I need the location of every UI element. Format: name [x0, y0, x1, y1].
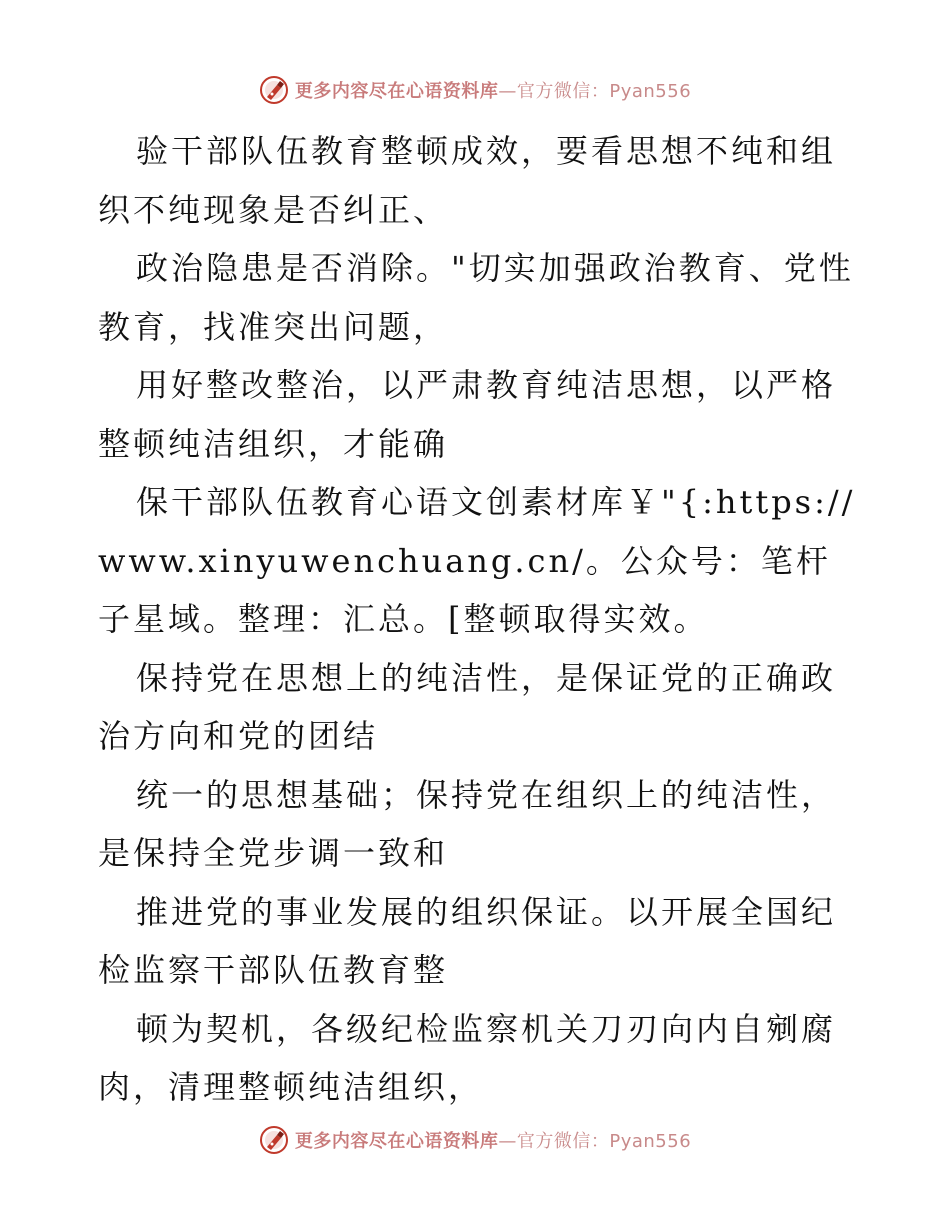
paragraph: 统一的思想基础；保持党在组织上的纯洁性，是保持全党步调一致和	[98, 775, 837, 872]
footer-banner	[0, 1120, 950, 1160]
footer-wechat-text: —官方微信：Pyan556	[498, 1131, 692, 1152]
footer-banner-text	[295, 1127, 691, 1153]
document-body	[98, 122, 858, 1117]
paragraph: 保干部队伍教育心语文创素材库￥"{:https://www.xinyuwenchuang.cn/。公众号：笔杆子星域。整理：汇总。[整顿取得实效。	[98, 483, 856, 638]
header-banner	[0, 70, 950, 110]
paragraph: 政治隐患是否消除。"切实加强政治教育、党性教育，找准突出问题，	[98, 249, 854, 346]
header-wechat-text: —官方微信：Pyan556	[498, 81, 692, 102]
paragraph: 保持党在思想上的纯洁性，是保证党的正确政治方向和党的团结	[98, 658, 837, 755]
header-banner-text	[295, 77, 691, 103]
paragraph: 验干部队伍教育整顿成效，要看思想不纯和组织不纯现象是否纠正、	[98, 132, 837, 229]
pen-nib-circle-icon	[259, 75, 289, 105]
paragraph: 推进党的事业发展的组织保证。以开展全国纪检监察干部队伍教育整	[98, 892, 837, 989]
paragraph: 用好整改整治，以严肃教育纯洁思想，以严格整顿纯洁组织，才能确	[98, 366, 837, 463]
footer-brand-text: 更多内容尽在心语资料库	[294, 1131, 499, 1152]
header-brand-text: 更多内容尽在心语资料库	[294, 81, 499, 102]
paragraph: 顿为契机，各级纪检监察机关刀刃向内自剜腐肉，清理整顿纯洁组织，	[98, 1009, 837, 1106]
pen-nib-circle-icon	[259, 1125, 289, 1155]
